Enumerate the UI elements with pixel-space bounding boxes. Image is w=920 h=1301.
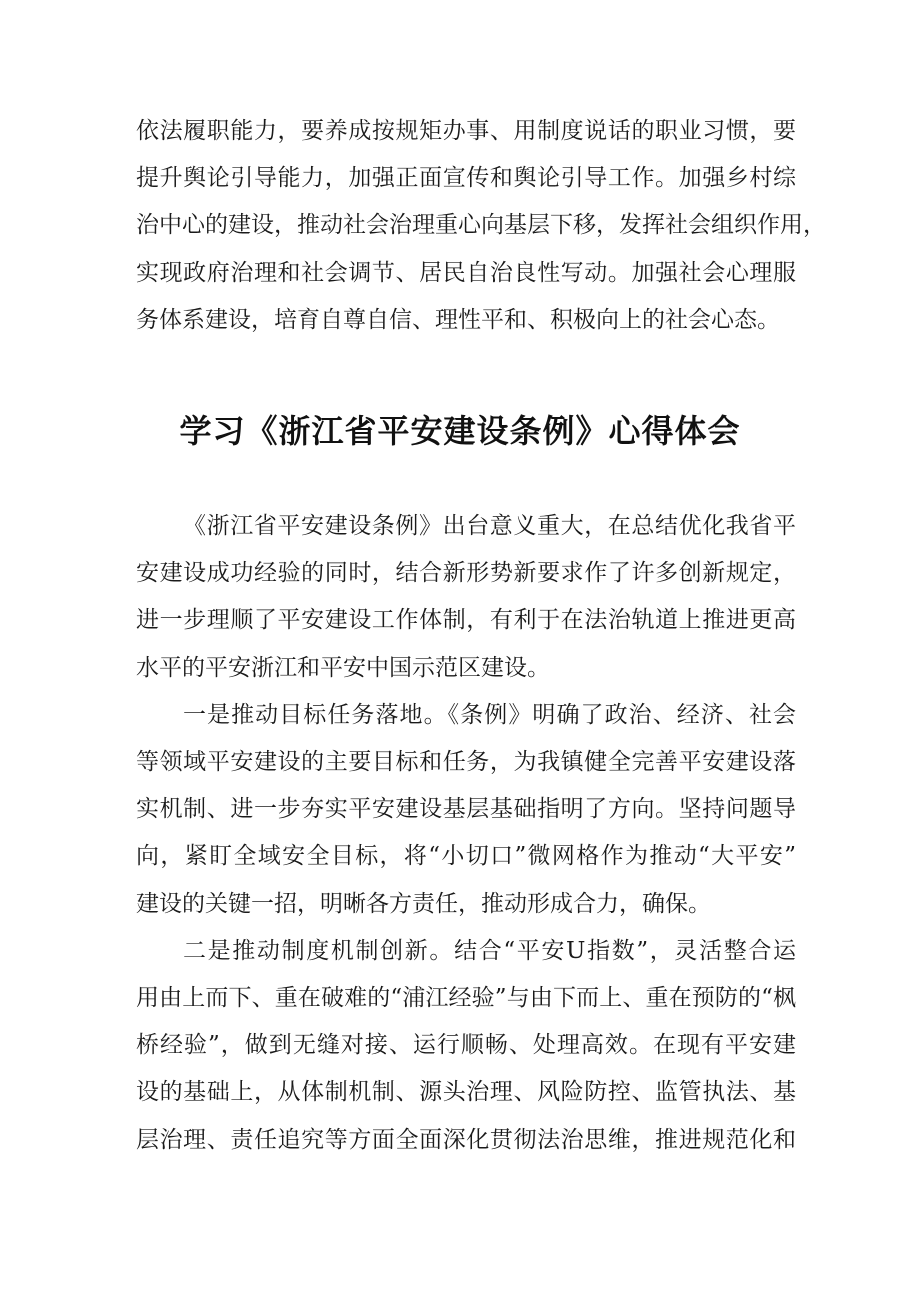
document-title: 学习《浙江省平安建设条例》心得体会	[179, 412, 741, 450]
body-text-line: 进一步理顺了平安建设工作体制，有利于在法治轨道上推进更高	[136, 607, 796, 633]
body-text-line: 安建设成功经验的同时，结合新形势新要求作了许多创新规定，	[136, 560, 796, 586]
body-text-line: 实现政府治理和社会调节、居民自治良性写动。加强社会心理服	[136, 260, 796, 286]
body-text-line: 二是推动制度机制创新。结合“平安U指数”，灵活整合运	[183, 938, 796, 964]
body-text-line: 水平的平安浙江和平安中国示范区建设。	[136, 655, 550, 681]
body-text-line: 等领域平安建设的主要目标和任务，为我镇健全完善平安建设落	[136, 749, 796, 775]
body-text-line: 设的基础上，从体制机制、源头治理、风险防控、监管执法、基	[136, 1079, 796, 1105]
body-text-line: 建设的关键一招，明晰各方责任，推动形成合力，确保。	[136, 891, 711, 917]
body-text-line: 向，紧盯全域安全目标，将“小切口”微网格作为推动“大平安”	[136, 843, 796, 869]
body-text-line: 提升舆论引导能力，加强正面宣传和舆论引导工作。加强乡村综	[136, 165, 796, 191]
body-text-line: 用由上而下、重在破难的“浦江经验”与由下而上、重在预防的“枫	[136, 985, 796, 1011]
body-text-line: 层治理、责任追究等方面全面深化贯彻法治思维，推进规范化和	[136, 1127, 796, 1153]
body-text-line: 治中心的建设，推动社会治理重心向基层下移，发挥社会组织作用，	[136, 212, 826, 238]
body-text-line: 桥经验”，做到无缝对接、运行顺畅、处理高效。在现有平安建	[136, 1032, 796, 1058]
body-text-line: 依法履职能力，要养成按规矩办事、用制度说话的职业习惯，要	[136, 118, 796, 144]
body-text-line: 一是推动目标任务落地。《条例》明确了政治、经济、社会	[183, 702, 796, 728]
body-text-line: 《浙江省平安建设条例》出台意义重大，在总结优化我省平	[183, 513, 796, 539]
body-text-line: 务体系建设，培育自尊自信、理性平和、积极向上的社会心态。	[136, 307, 780, 333]
body-text-line: 实机制、进一步夯实平安建设基层基础指明了方向。坚持问题导	[136, 796, 796, 822]
